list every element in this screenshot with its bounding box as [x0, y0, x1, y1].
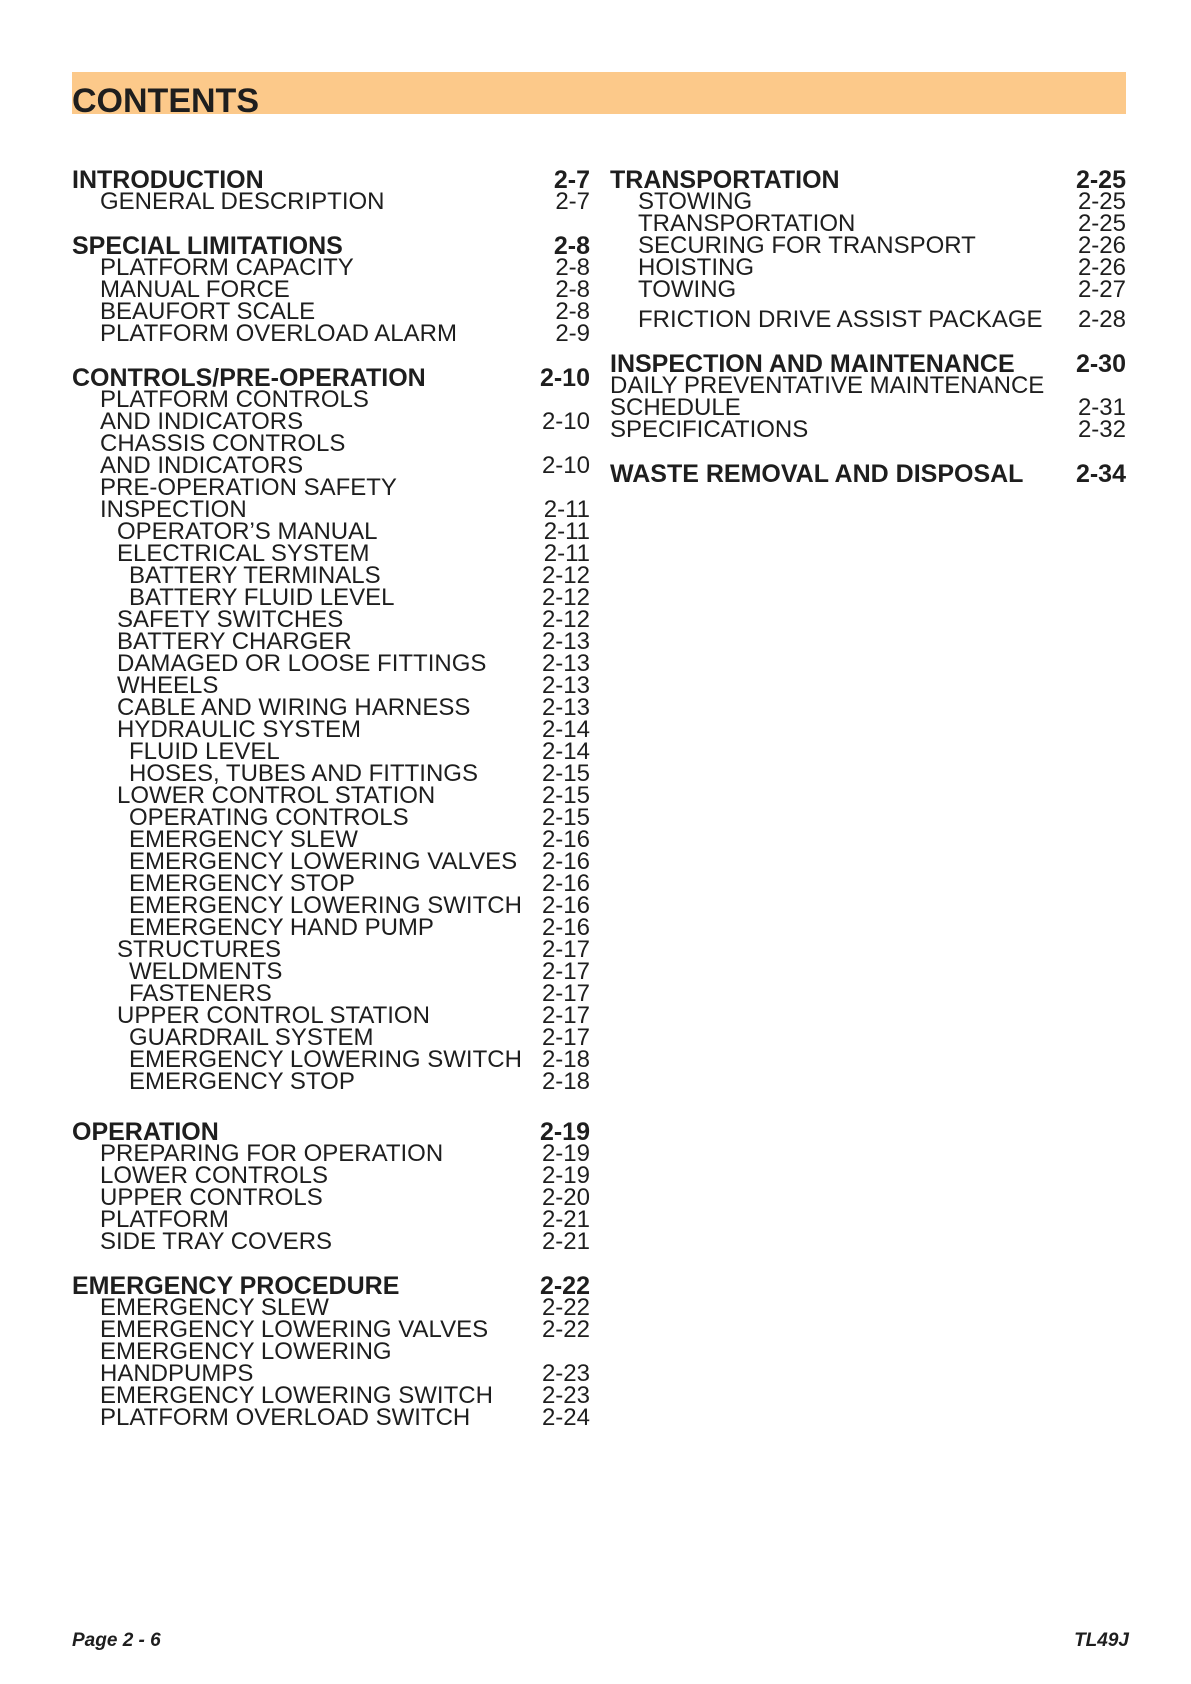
toc-entry-label: WELDMENTS	[129, 958, 283, 985]
toc-entry-label: HOSES, TUBES AND FITTINGS	[129, 760, 478, 787]
toc-entry-fluid-level[interactable]	[72, 738, 590, 765]
toc-entry-page: 2-22	[541, 1316, 590, 1343]
toc-left-column	[72, 166, 590, 1431]
toc-entry-guardrail-system[interactable]	[72, 1024, 590, 1051]
toc-spacer	[610, 330, 1126, 352]
toc-entry-label: PRE-OPERATION SAFETY	[100, 474, 397, 501]
toc-entry-page: 2-23	[541, 1382, 590, 1409]
toc-entry-label: TRANSPORTATION	[610, 166, 840, 194]
toc-entry-label: TRANSPORTATION	[638, 210, 856, 237]
toc-entry-lower-control-station[interactable]	[72, 782, 590, 809]
toc-entry-page: 2-24	[541, 1404, 590, 1431]
toc-entry-operator-s-manual[interactable]	[72, 518, 590, 545]
toc-entry-page: 2-8	[555, 298, 590, 325]
toc-spacer	[72, 1092, 590, 1120]
toc-entry-battery-fluid-level[interactable]	[72, 584, 590, 611]
toc-entry-page: 2-8	[555, 276, 590, 303]
toc-entry-and-indicators[interactable]	[72, 408, 590, 435]
toc-entry-platform-controls[interactable]	[72, 386, 590, 413]
toc-section-introduction[interactable]	[72, 166, 590, 194]
toc-entry-page: 2-10	[541, 408, 590, 435]
toc-entry-page: 2-12	[541, 606, 590, 633]
toc-entry-page: 2-20	[541, 1184, 590, 1211]
footer-model: TL49J	[1074, 1630, 1129, 1651]
toc-entry-label: BATTERY FLUID LEVEL	[129, 584, 395, 611]
toc-entry-label: SIDE TRAY COVERS	[100, 1228, 333, 1255]
toc-entry-hoisting[interactable]	[610, 254, 1126, 281]
toc-entry-page: 2-11	[543, 518, 590, 545]
toc-entry-label: WHEELS	[117, 672, 219, 699]
toc-entry-label: INTRODUCTION	[72, 166, 264, 194]
toc-entry-page: 2-12	[541, 562, 590, 589]
toc-entry-page: 2-8	[555, 254, 590, 281]
toc-entry-platform-overload-switch[interactable]	[72, 1404, 590, 1431]
toc-entry-platform[interactable]	[72, 1206, 590, 1233]
toc-entry-page: 2-9	[555, 320, 590, 347]
toc-entry-page: 2-19	[539, 1118, 590, 1146]
toc-entry-label: INSPECTION	[100, 496, 247, 523]
toc-entry-label: MANUAL FORCE	[100, 276, 290, 303]
toc-entry-page: 2-7	[553, 166, 590, 194]
toc-entry-label: HOISTING	[638, 254, 755, 281]
toc-entry-label: EMERGENCY LOWERING VALVES	[100, 1316, 489, 1343]
toc-entry-page: 2-26	[1077, 232, 1126, 259]
toc-entry-label: DAILY PREVENTATIVE MAINTENANCE	[610, 372, 1045, 399]
toc-entry-label: GUARDRAIL SYSTEM	[129, 1024, 374, 1051]
toc-entry-page: 2-25	[1077, 210, 1126, 237]
toc-spacer	[72, 1252, 590, 1274]
toc-entry-manual-force[interactable]	[72, 276, 590, 303]
toc-entry-page: 2-14	[541, 738, 590, 765]
toc-spacer	[72, 212, 590, 234]
toc-entry-page: 2-16	[541, 892, 590, 919]
toc-entry-safety-switches[interactable]	[72, 606, 590, 633]
toc-entry-label: SECURING FOR TRANSPORT	[638, 232, 976, 259]
toc-entry-label: EMERGENCY SLEW	[100, 1294, 329, 1321]
toc-entry-page: 2-32	[1077, 416, 1126, 443]
page-title: CONTENTS	[72, 82, 259, 120]
toc-entry-page: 2-30	[1075, 350, 1126, 378]
toc-entry-page: 2-21	[541, 1228, 590, 1255]
toc-entry-label: SCHEDULE	[610, 394, 741, 421]
toc-entry-page: 2-26	[1077, 254, 1126, 281]
toc-entry-page: 2-18	[541, 1046, 590, 1073]
toc-entry-label: FLUID LEVEL	[129, 738, 280, 765]
toc-entry-page: 2-22	[539, 1272, 590, 1300]
toc-entry-hydraulic-system[interactable]	[72, 716, 590, 743]
toc-entry-schedule[interactable]	[610, 394, 1126, 421]
toc-entry-page: 2-10	[541, 452, 590, 479]
toc-entry-label: AND INDICATORS	[100, 408, 304, 435]
toc-section-special-limitations[interactable]	[72, 232, 590, 260]
toc-entry-label: BEAUFORT SCALE	[100, 298, 316, 325]
toc-entry-label: UPPER CONTROL STATION	[117, 1002, 430, 1029]
toc-entry-emergency-stop[interactable]	[72, 870, 590, 897]
toc-entry-securing-for-transport[interactable]	[610, 232, 1126, 259]
toc-entry-label: CONTROLS/PRE-OPERATION	[72, 364, 426, 392]
contents-banner	[72, 72, 1126, 120]
toc-entry-page: 2-17	[541, 980, 590, 1007]
toc-entry-label: EMERGENCY STOP	[129, 870, 355, 897]
toc-entry-specifications[interactable]	[610, 416, 1126, 443]
toc-entry-label: EMERGENCY LOWERING SWITCH	[129, 1046, 522, 1073]
toc-entry-lower-controls[interactable]	[72, 1162, 590, 1189]
toc-entry-weldments[interactable]	[72, 958, 590, 985]
toc-entry-label: EMERGENCY LOWERING	[100, 1338, 392, 1365]
toc-entry-label: PREPARING FOR OPERATION	[100, 1140, 444, 1167]
toc-entry-label: FRICTION DRIVE ASSIST PACKAGE	[638, 306, 1043, 333]
toc-entry-emergency-slew[interactable]	[72, 826, 590, 853]
toc-entry-label: EMERGENCY LOWERING SWITCH	[100, 1382, 493, 1409]
toc-entry-page: 2-17	[541, 958, 590, 985]
toc-section-transportation[interactable]	[610, 166, 1126, 194]
toc-entry-label: EMERGENCY LOWERING VALVES	[129, 848, 518, 875]
toc-entry-page: 2-21	[541, 1206, 590, 1233]
toc-entry-emergency-lowering[interactable]	[72, 1338, 590, 1365]
toc-entry-label: PLATFORM CAPACITY	[100, 254, 354, 281]
toc-entry-preparing-for-operation[interactable]	[72, 1140, 590, 1167]
toc-entry-structures[interactable]	[72, 936, 590, 963]
toc-entry-battery-terminals[interactable]	[72, 562, 590, 589]
toc-entry-label: HYDRAULIC SYSTEM	[117, 716, 362, 743]
toc-entry-page: 2-12	[541, 584, 590, 611]
toc-section-waste-removal-and-disposal[interactable]	[610, 460, 1126, 488]
toc-entry-hoses-tubes-and-fittings[interactable]	[72, 760, 590, 787]
toc-entry-label: TOWING	[638, 276, 737, 303]
footer-page-number: Page 2 - 6	[72, 1630, 161, 1651]
toc-entry-emergency-lowering-switch[interactable]	[72, 1382, 590, 1409]
toc-right-column	[610, 166, 1126, 488]
toc-entry-label: FASTENERS	[129, 980, 272, 1007]
toc-entry-label: DAMAGED OR LOOSE FITTINGS	[117, 650, 487, 677]
toc-entry-page: 2-16	[541, 870, 590, 897]
toc-entry-handpumps[interactable]	[72, 1360, 590, 1387]
toc-entry-label: BATTERY CHARGER	[117, 628, 352, 655]
toc-spacer	[72, 344, 590, 366]
toc-entry-page: 2-13	[541, 628, 590, 655]
toc-entry-page: 2-27	[1077, 276, 1126, 303]
toc-entry-fasteners[interactable]	[72, 980, 590, 1007]
toc-entry-damaged-or-loose-fittings[interactable]	[72, 650, 590, 677]
toc-entry-page: 2-13	[541, 694, 590, 721]
toc-entry-page: 2-16	[541, 914, 590, 941]
toc-entry-general-description[interactable]	[72, 188, 590, 215]
toc-entry-page: 2-11	[543, 540, 590, 567]
toc-entry-towing[interactable]	[610, 276, 1126, 303]
toc-entry-cable-and-wiring-harness[interactable]	[72, 694, 590, 721]
toc-entry-label: EMERGENCY HAND PUMP	[129, 914, 434, 941]
toc-entry-emergency-hand-pump[interactable]	[72, 914, 590, 941]
toc-entry-and-indicators[interactable]	[72, 452, 590, 479]
toc-entry-page: 2-11	[543, 496, 590, 523]
toc-entry-page: 2-15	[541, 804, 590, 831]
toc-entry-page: 2-8	[553, 232, 590, 260]
toc-entry-page: 2-16	[541, 826, 590, 853]
toc-entry-label: AND INDICATORS	[100, 452, 304, 479]
toc-entry-page: 2-19	[541, 1140, 590, 1167]
toc-entry-page: 2-28	[1077, 306, 1126, 333]
toc-entry-emergency-lowering-valves[interactable]	[72, 848, 590, 875]
toc-entry-label: SPECIAL LIMITATIONS	[72, 232, 343, 260]
toc-entry-label: CHASSIS CONTROLS	[100, 430, 346, 457]
toc-entry-wheels[interactable]	[72, 672, 590, 699]
toc-entry-page: 2-19	[541, 1162, 590, 1189]
toc-entry-page: 2-34	[1075, 460, 1126, 488]
toc-entry-page: 2-14	[541, 716, 590, 743]
toc-entry-label: LOWER CONTROLS	[100, 1162, 329, 1189]
toc-entry-label: EMERGENCY STOP	[129, 1068, 355, 1095]
toc-entry-page: 2-17	[541, 1024, 590, 1051]
toc-entry-emergency-lowering-switch[interactable]	[72, 892, 590, 919]
toc-entry-label: SPECIFICATIONS	[610, 416, 809, 443]
toc-entry-label: EMERGENCY SLEW	[129, 826, 358, 853]
toc-entry-label: OPERATION	[72, 1118, 219, 1146]
toc-entry-label: SAFETY SWITCHES	[117, 606, 344, 633]
toc-entry-label: INSPECTION AND MAINTENANCE	[610, 350, 1015, 378]
toc-entry-label: STRUCTURES	[117, 936, 282, 963]
toc-entry-battery-charger[interactable]	[72, 628, 590, 655]
toc-entry-inspection[interactable]	[72, 496, 590, 523]
toc-entry-page: 2-18	[541, 1068, 590, 1095]
toc-entry-label: GENERAL DESCRIPTION	[100, 188, 385, 215]
toc-entry-page: 2-15	[541, 760, 590, 787]
toc-entry-label: ELECTRICAL SYSTEM	[117, 540, 370, 567]
toc-entry-page: 2-7	[555, 188, 590, 215]
toc-entry-emergency-lowering-valves[interactable]	[72, 1316, 590, 1343]
toc-entry-label: CABLE AND WIRING HARNESS	[117, 694, 471, 721]
toc-entry-label: OPERATOR’S MANUAL	[117, 518, 378, 545]
toc-entry-side-tray-covers[interactable]	[72, 1228, 590, 1255]
toc-entry-label: HANDPUMPS	[100, 1360, 254, 1387]
toc-section-operation[interactable]	[72, 1118, 590, 1146]
toc-entry-emergency-lowering-switch[interactable]	[72, 1046, 590, 1073]
toc-entry-electrical-system[interactable]	[72, 540, 590, 567]
toc-entry-daily-preventative-maintenance[interactable]	[610, 372, 1126, 399]
toc-entry-label: PLATFORM OVERLOAD SWITCH	[100, 1404, 471, 1431]
toc-entry-label: BATTERY TERMINALS	[129, 562, 381, 589]
toc-entry-beaufort-scale[interactable]	[72, 298, 590, 325]
toc-entry-platform-capacity[interactable]	[72, 254, 590, 281]
toc-entry-upper-controls[interactable]	[72, 1184, 590, 1211]
toc-section-emergency-procedure[interactable]	[72, 1272, 590, 1300]
toc-spacer	[610, 440, 1126, 462]
toc-section-inspection-and-maintenance[interactable]	[610, 350, 1126, 378]
toc-entry-page: 2-16	[541, 848, 590, 875]
toc-entry-label: WASTE REMOVAL AND DISPOSAL	[610, 460, 1024, 488]
toc-entry-label: PLATFORM	[100, 1206, 229, 1233]
toc-entry-page: 2-23	[541, 1360, 590, 1387]
toc-entry-pre-operation-safety[interactable]	[72, 474, 590, 501]
toc-entry-label: PLATFORM OVERLOAD ALARM	[100, 320, 457, 347]
toc-entry-page: 2-13	[541, 650, 590, 677]
toc-entry-page: 2-31	[1077, 394, 1126, 421]
toc-entry-label: OPERATING CONTROLS	[129, 804, 409, 831]
toc-entry-page: 2-15	[541, 782, 590, 809]
toc-entry-page: 2-25	[1077, 188, 1126, 215]
toc-entry-label: UPPER CONTROLS	[100, 1184, 323, 1211]
toc-entry-operating-controls[interactable]	[72, 804, 590, 831]
toc-entry-label: EMERGENCY LOWERING SWITCH	[129, 892, 522, 919]
toc-entry-page: 2-17	[541, 936, 590, 963]
toc-entry-page: 2-25	[1075, 166, 1126, 194]
toc-entry-label: STOWING	[638, 188, 753, 215]
toc-entry-upper-control-station[interactable]	[72, 1002, 590, 1029]
toc-entry-label: LOWER CONTROL STATION	[117, 782, 436, 809]
toc-entry-label: PLATFORM CONTROLS	[100, 386, 369, 413]
toc-entry-chassis-controls[interactable]	[72, 430, 590, 457]
toc-entry-platform-overload-alarm[interactable]	[72, 320, 590, 347]
toc-entry-page: 2-13	[541, 672, 590, 699]
toc-entry-stowing[interactable]	[610, 188, 1126, 215]
toc-entry-friction-drive-assist-package[interactable]	[610, 306, 1126, 333]
toc-entry-transportation[interactable]	[610, 210, 1126, 237]
toc-entry-label: EMERGENCY PROCEDURE	[72, 1272, 400, 1300]
toc-entry-emergency-stop[interactable]	[72, 1068, 590, 1095]
toc-section-controls-pre-operation[interactable]	[72, 364, 590, 392]
toc-entry-page: 2-10	[539, 364, 590, 392]
toc-entry-page: 2-22	[541, 1294, 590, 1321]
toc-entry-page: 2-17	[541, 1002, 590, 1029]
